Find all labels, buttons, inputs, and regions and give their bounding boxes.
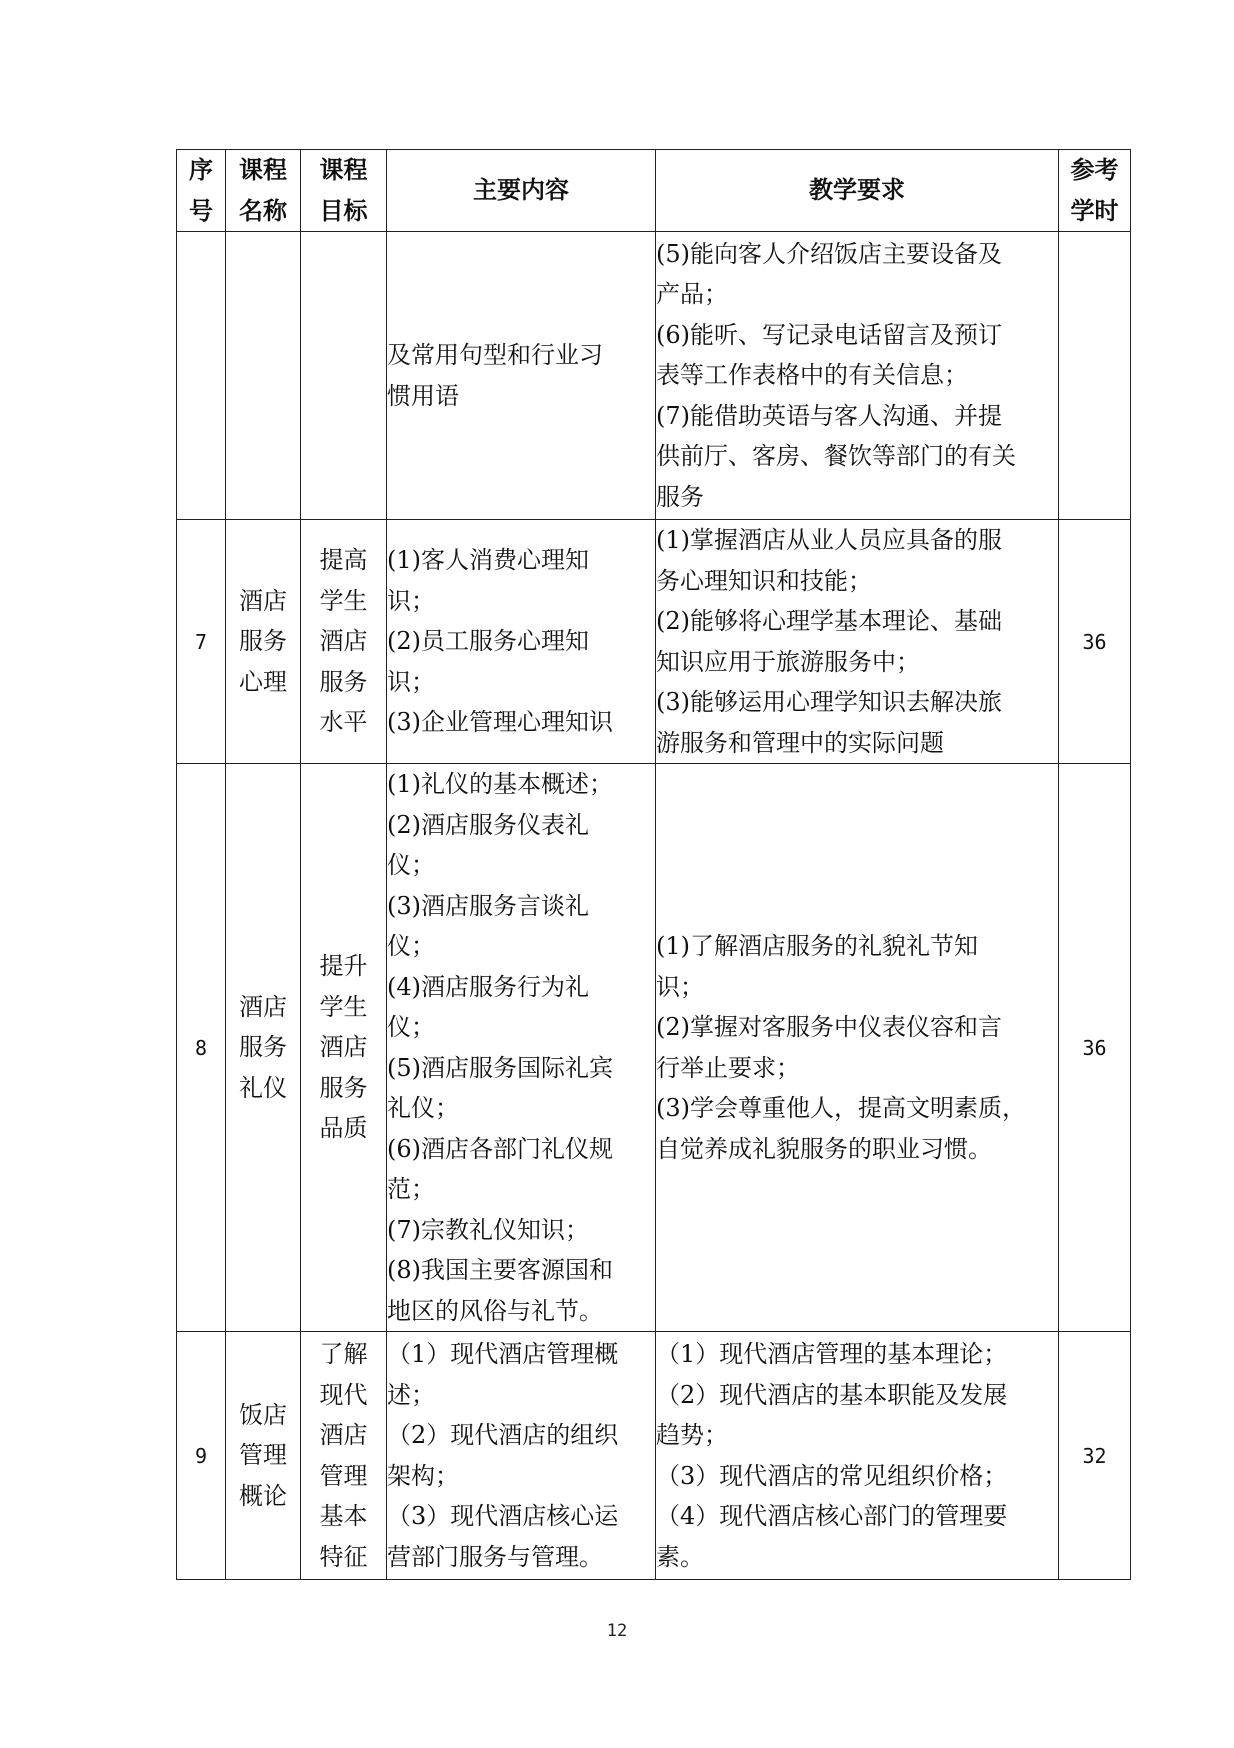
cell-name	[226, 764, 301, 1332]
cell-line: 识；	[387, 667, 435, 696]
cell-line: （2）现代酒店的基本职能及发展	[656, 1380, 1008, 1409]
cell-goal	[301, 764, 387, 1332]
cell-line: 服务	[239, 627, 287, 656]
cell-line: 品质	[319, 1114, 368, 1143]
cell-line: 提升	[319, 952, 368, 981]
cell-line: 酒店	[319, 1033, 368, 1062]
cell-line: 心理	[239, 667, 287, 696]
cell-line: (8)我国主要客源国和	[387, 1256, 613, 1284]
cell-value: 9	[194, 1443, 208, 1468]
cell-hours	[1059, 1332, 1131, 1580]
cell-line: 供前厅、客房、餐饮等部门的有关	[656, 442, 1016, 471]
cell-line: (6)酒店各部门礼仪规	[387, 1134, 613, 1163]
cell-line: 现代	[319, 1380, 368, 1409]
table-row	[177, 764, 1131, 1332]
cell-line: 趋势；	[656, 1421, 728, 1449]
cell-line: (2)掌握对客服务中仪表仪容和言	[656, 1013, 1002, 1041]
header-hours: 参考 学时	[1059, 150, 1131, 232]
cell-line: (3)学会尊重他人，提高文明素质，	[656, 1094, 1026, 1122]
cell-line: (2)员工服务心理知	[387, 627, 589, 656]
cell-line: 识；	[656, 972, 704, 1001]
cell-line: (1)礼仪的基本概述；	[387, 770, 613, 798]
cell-seq	[177, 520, 226, 764]
cell-content	[387, 520, 656, 764]
table-row	[177, 1332, 1131, 1580]
cell-line: 学生	[319, 586, 368, 615]
cell-seq	[177, 764, 226, 1332]
cell-line: 礼仪；	[387, 1094, 459, 1122]
cell-line: (5)能向客人介绍饭店主要设备及	[656, 239, 1002, 268]
cell-value: 36	[1082, 629, 1107, 654]
cell-line: (6)能听、写记录电话留言及预订	[656, 320, 1002, 349]
cell-line: (1)客人消费心理知	[387, 546, 589, 575]
cell-content	[387, 232, 656, 520]
cell-line: 仪；	[387, 932, 435, 960]
cell-line: 酒店	[319, 627, 368, 656]
cell-line: 酒店	[239, 992, 287, 1021]
cell-line: (7)能借助英语与客人沟通、并提	[656, 401, 1002, 430]
cell-line: （1）现代酒店管理概	[387, 1340, 619, 1368]
cell-line: 知识应用于旅游服务中；	[656, 647, 920, 676]
cell-line: (3)企业管理心理知识	[387, 708, 613, 737]
cell-hours	[1059, 520, 1131, 764]
header-seq: 序 号	[177, 150, 226, 232]
cell-line: 服务	[319, 667, 368, 696]
cell-line: （4）现代酒店核心部门的管理要	[656, 1502, 1008, 1530]
page-number: 12	[606, 1621, 628, 1641]
cell-line: 述；	[387, 1380, 435, 1409]
cell-line: (2)酒店服务仪表礼	[387, 810, 589, 839]
cell-value: 7	[194, 629, 208, 654]
cell-goal	[301, 232, 387, 520]
cell-line: 地区的风俗与礼节。	[387, 1296, 603, 1325]
cell-line: 服务	[239, 1033, 287, 1062]
cell-line: (7)宗教礼仪知识；	[387, 1215, 589, 1244]
cell-line: 架构；	[387, 1461, 459, 1490]
cell-line: （3）现代酒店的常见组织价格；	[656, 1461, 1008, 1490]
cell-line: 表等工作表格中的有关信息；	[656, 361, 968, 390]
cell-goal	[301, 1332, 387, 1580]
cell-line: (1)掌握酒店从业人员应具备的服	[656, 526, 1002, 554]
header-course-goal: 课程 目标	[301, 150, 387, 232]
cell-line: 概论	[239, 1481, 287, 1510]
cell-line: (1)了解酒店服务的礼貌礼节知	[656, 932, 978, 960]
cell-line: (4)酒店服务行为礼	[387, 972, 589, 1001]
cell-line: 了解	[319, 1340, 368, 1368]
cell-goal	[301, 520, 387, 764]
header-course-name: 课程 名称	[226, 150, 301, 232]
cell-line: (3)酒店服务言谈礼	[387, 891, 589, 920]
cell-line: 识；	[387, 586, 435, 615]
cell-line: 基本	[319, 1502, 368, 1530]
cell-line: 饭店	[239, 1400, 287, 1429]
cell-hours	[1059, 232, 1131, 520]
cell-line: 产品；	[656, 280, 728, 309]
cell-line: 管理	[239, 1441, 287, 1470]
cell-content	[387, 1332, 656, 1580]
cell-line: 自觉养成礼貌服务的职业习惯。	[656, 1134, 992, 1163]
cell-line: 酒店	[239, 586, 287, 615]
cell-requirement	[656, 1332, 1059, 1580]
cell-line: 及常用句型和行业习	[387, 341, 603, 369]
cell-line: 素。	[656, 1542, 704, 1571]
cell-line: 行举止要求；	[656, 1053, 800, 1082]
cell-value: 8	[194, 1035, 208, 1060]
cell-line: 惯用语	[387, 381, 459, 410]
cell-line: 仪；	[387, 1013, 435, 1041]
cell-requirement	[656, 520, 1059, 764]
cell-line: （3）现代酒店核心运	[387, 1502, 619, 1530]
table-header-row	[177, 150, 1131, 232]
cell-line: 礼仪	[239, 1073, 287, 1102]
cell-content	[387, 764, 656, 1332]
cell-seq	[177, 232, 226, 520]
cell-requirement	[656, 232, 1059, 520]
cell-line: （1）现代酒店管理的基本理论；	[656, 1340, 1008, 1368]
cell-name	[226, 520, 301, 764]
cell-value: 32	[1082, 1443, 1107, 1468]
cell-line: (3)能够运用心理学知识去解决旅	[656, 688, 1002, 716]
cell-line: （2）现代酒店的组织	[387, 1421, 619, 1449]
cell-seq	[177, 1332, 226, 1580]
cell-line: 特征	[319, 1542, 368, 1571]
cell-line: 学生	[319, 992, 368, 1021]
cell-line: 服务	[319, 1073, 368, 1102]
cell-line: 营部门服务与管理。	[387, 1542, 603, 1571]
course-table	[176, 149, 1131, 1580]
cell-line: 提高	[319, 546, 368, 575]
cell-line: 游服务和管理中的实际问题	[656, 728, 944, 757]
cell-name	[226, 1332, 301, 1580]
header-teaching-requirement: 教学要求	[656, 150, 1059, 232]
cell-line: 服务	[656, 482, 704, 511]
cell-line: (2)能够将心理学基本理论、基础	[656, 607, 1002, 635]
cell-name	[226, 232, 301, 520]
cell-line: 范；	[387, 1175, 435, 1203]
cell-value: 36	[1082, 1035, 1107, 1060]
cell-line: 仪；	[387, 851, 435, 879]
header-main-content: 主要内容	[387, 150, 656, 232]
cell-requirement	[656, 764, 1059, 1332]
table-body	[177, 232, 1131, 1580]
cell-line: 管理	[319, 1461, 368, 1490]
cell-line: 水平	[319, 708, 368, 737]
cell-line: (5)酒店服务国际礼宾	[387, 1053, 613, 1082]
table-row	[177, 520, 1131, 764]
cell-line: 酒店	[319, 1421, 368, 1449]
cell-line: 务心理知识和技能；	[656, 566, 872, 595]
cell-hours	[1059, 764, 1131, 1332]
table-row	[177, 232, 1131, 520]
